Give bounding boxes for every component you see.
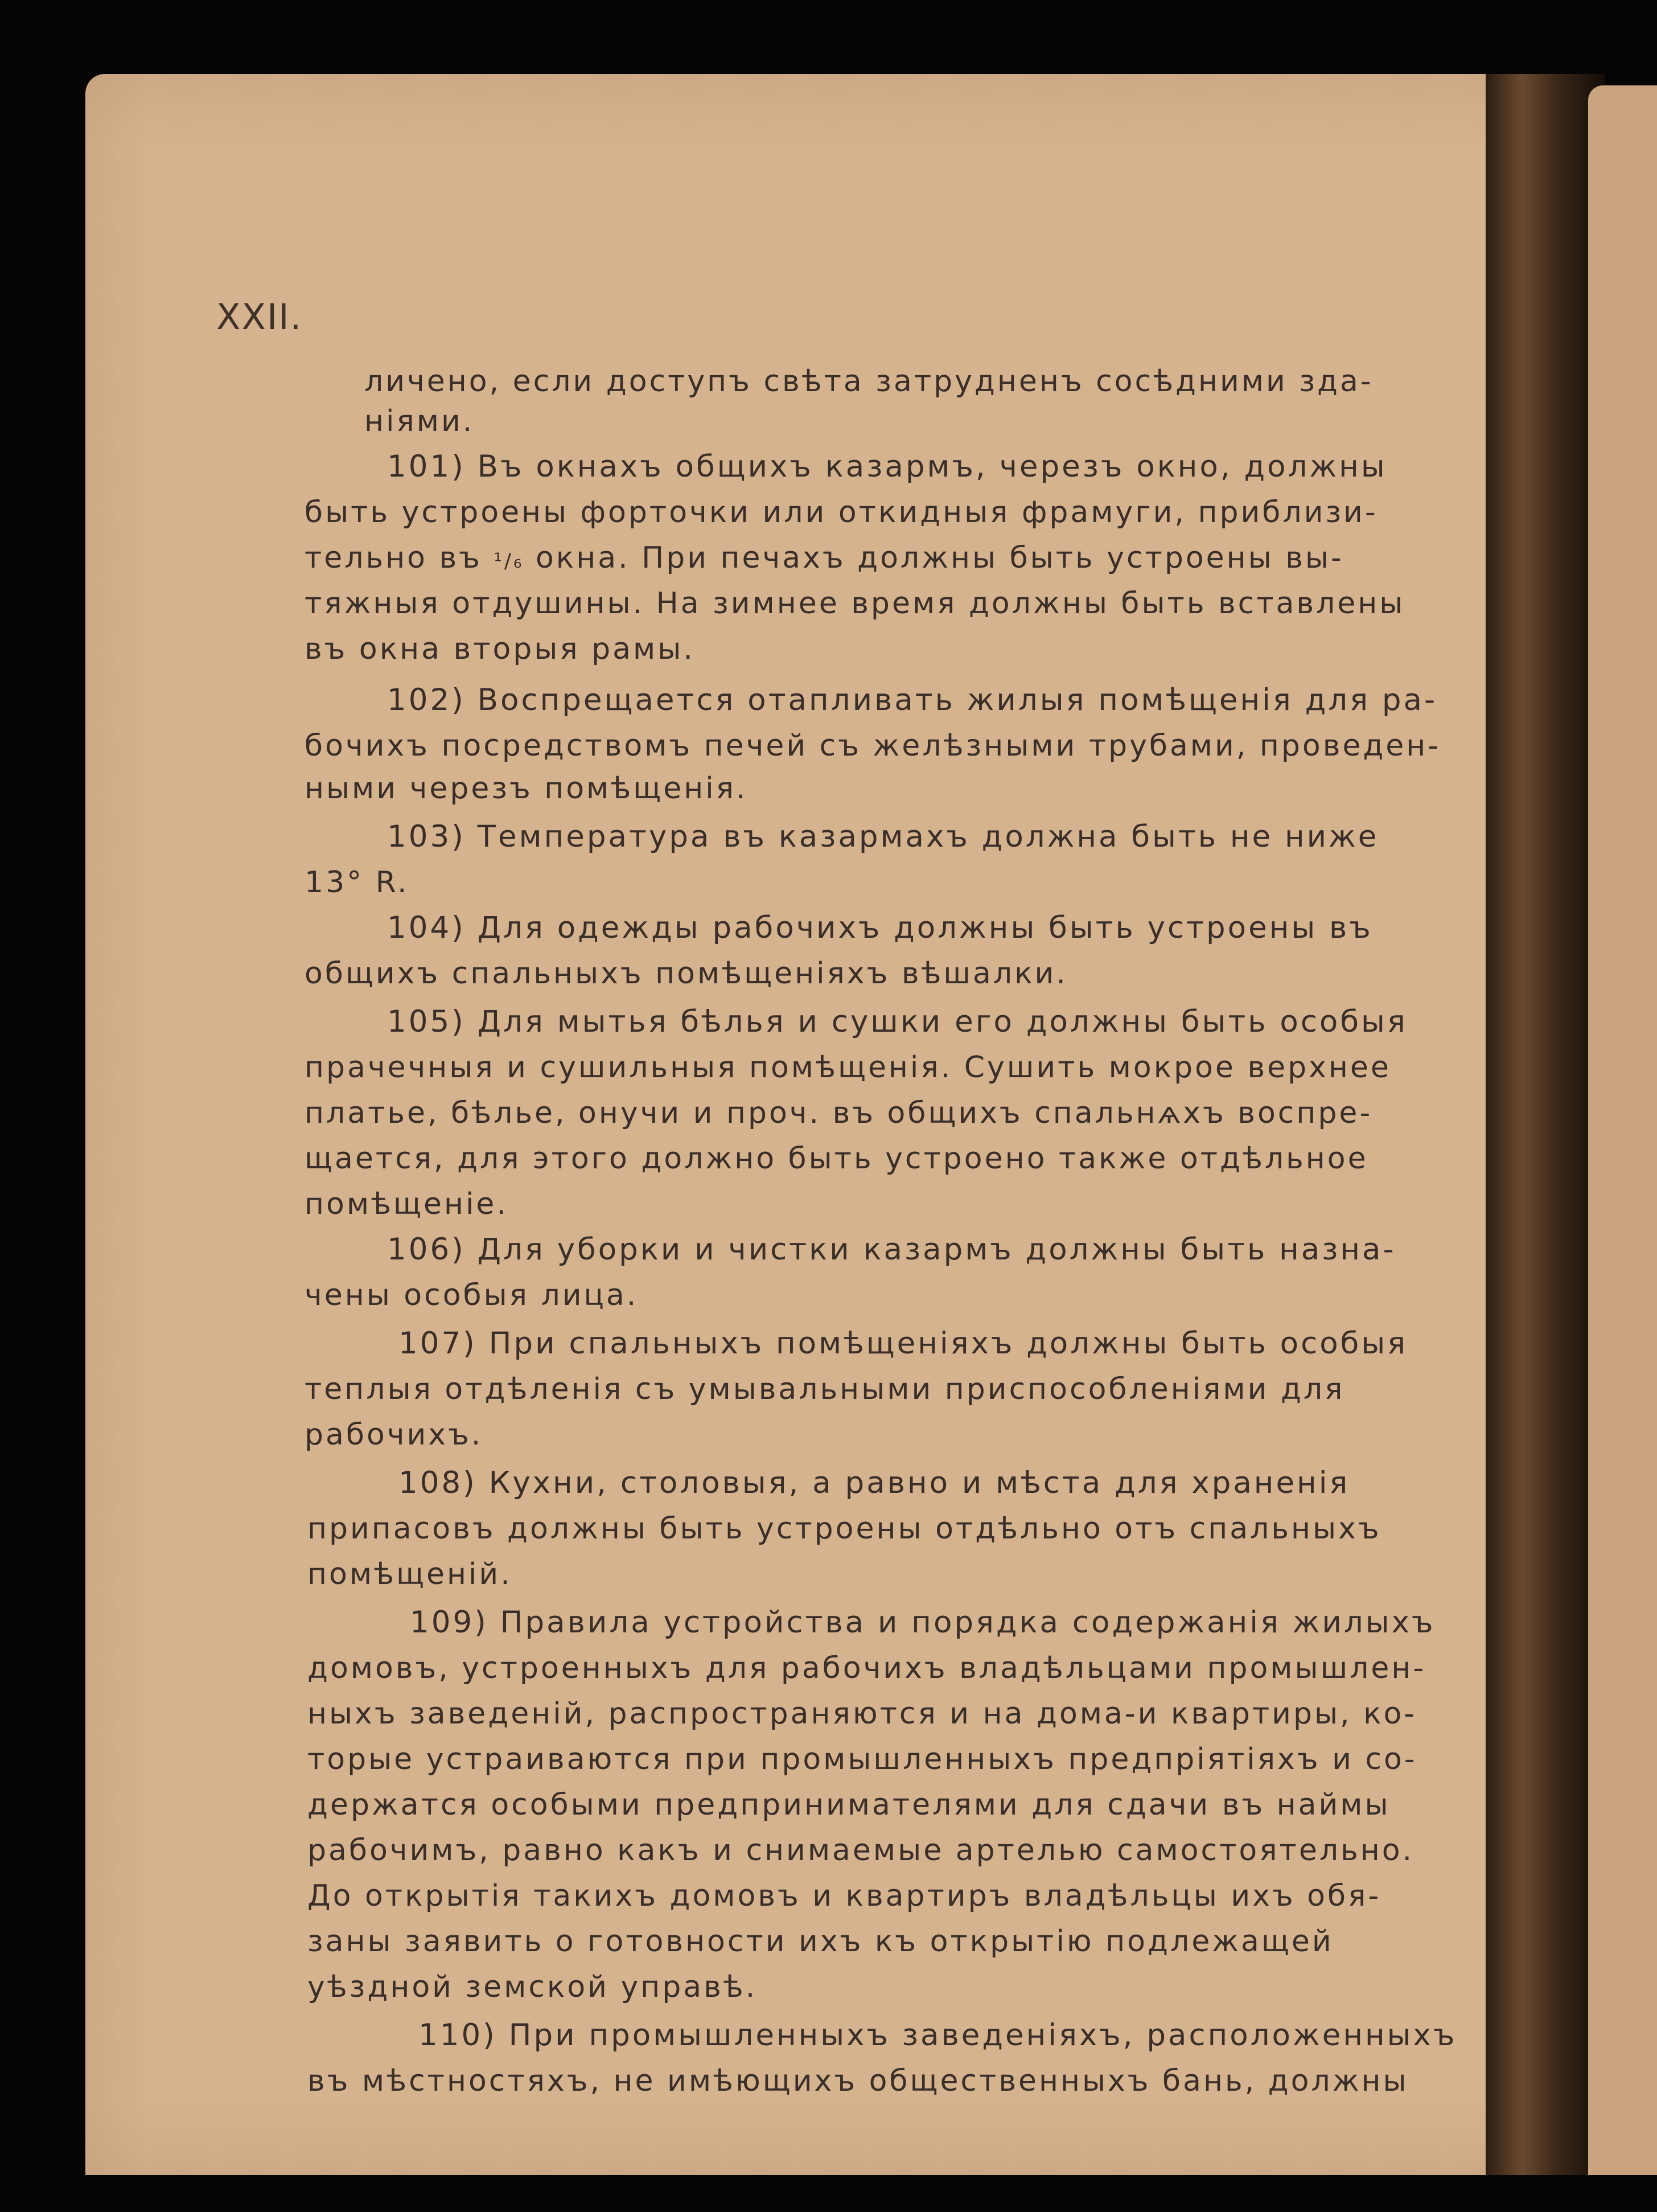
text-line: прачечныя и сушильныя помѣщенія. Сушить мокрое верхнее (305, 1050, 1391, 1085)
paragraph-110: 110) При промышленныхъ заведеніяхъ, расположенныхъ (418, 2018, 1457, 2053)
paragraph-101: 101) Въ окнахъ общихъ казармъ, черезъ окно, должны (387, 449, 1387, 484)
text-line: теплыя отдѣленія съ умывальными приспособленіями для (305, 1372, 1345, 1406)
fraction-one-sixth: ¹/₆ (494, 549, 524, 573)
text-line: 13° R. (305, 865, 409, 900)
paragraph-106: 106) Для уборки и чистки казармъ должны быть назна- (387, 1232, 1396, 1267)
text-fragment: тельно въ (305, 541, 494, 575)
text-line: торые устраиваются при промышленныхъ предпріятіяхъ и со- (307, 1742, 1417, 1776)
paragraph-104: 104) Для одежды рабочихъ должны быть устроены въ (387, 910, 1373, 945)
running-head: XXII. (216, 296, 303, 338)
text-line: помѣщеніе. (305, 1187, 508, 1221)
text-line: ными черезъ помѣщенія. (305, 771, 748, 806)
text-line: рабочихъ. (305, 1418, 483, 1452)
text-line: въ мѣстностяхъ, не имѣющихъ общественныхъ бань, должны (307, 2064, 1409, 2098)
paragraph-107: 107) При спальныхъ помѣщеніяхъ должны быть особыя (398, 1326, 1408, 1361)
paragraph-103: 103) Температура въ казармахъ должна быть не ниже (387, 819, 1379, 854)
text-line: держатся особыми предпринимателями для сдачи въ наймы (307, 1788, 1391, 1822)
text-line: бочихъ посредствомъ печей съ желѣзными трубами, проведен- (305, 729, 1441, 763)
text-line (305, 541, 1344, 578)
text-line: платье, бѣлье, онучи и проч. въ общихъ спальнѧхъ воспре- (305, 1096, 1373, 1130)
text-line: помѣщеній. (307, 1557, 512, 1591)
paragraph-108: 108) Кухни, столовыя, а равно и мѣста для храненія (398, 1466, 1350, 1500)
text-line: щается, для этого должно быть устроено также отдѣльное (305, 1142, 1368, 1176)
text-line: ніями. (364, 404, 475, 438)
paragraph-105: 105) Для мытья бѣлья и сушки его должны быть особыя (387, 1004, 1408, 1039)
text-line: заны заявить о готовности ихъ къ открытію подлежащей (307, 1924, 1334, 1959)
text-line: уѣздной земской управѣ. (307, 1970, 758, 2004)
paragraph-102: 102) Воспрещается отапливать жилыя помѣщенія для ра- (387, 683, 1438, 717)
text-line: припасовъ должны быть устроены отдѣльно отъ спальныхъ (307, 1512, 1381, 1546)
text-line: До открытія такихъ домовъ и квартиръ владѣльцы ихъ обя- (307, 1879, 1381, 1913)
text-line: личено, если доступъ свѣта затрудненъ сосѣдними зда- (364, 364, 1374, 399)
text-line: тяжныя отдушины. На зимнее время должны быть вставлены (305, 586, 1405, 621)
text-line: рабочимъ, равно какъ и снимаемые артелью самостоятельно. (307, 1833, 1415, 1868)
text-line: чены особыя лица. (305, 1278, 639, 1312)
paragraph-109: 109) Правила устройства и порядка содержанія жилыхъ (410, 1605, 1436, 1640)
text-fragment: окна. При печахъ должны быть устроены вы- (524, 541, 1344, 575)
text-line: быть устроены форточки или откидныя фрамуги, приблизи- (305, 495, 1378, 530)
text-line: общихъ спальныхъ помѣщеніяхъ вѣшалки. (305, 957, 1068, 991)
text-line: ныхъ заведеній, распространяются и на дома-и квартиры, ко- (307, 1697, 1417, 1731)
text-line: въ окна вторыя рамы. (305, 632, 695, 666)
text-line: домовъ, устроенныхъ для рабочихъ владѣльцами промышлен- (307, 1651, 1426, 1685)
